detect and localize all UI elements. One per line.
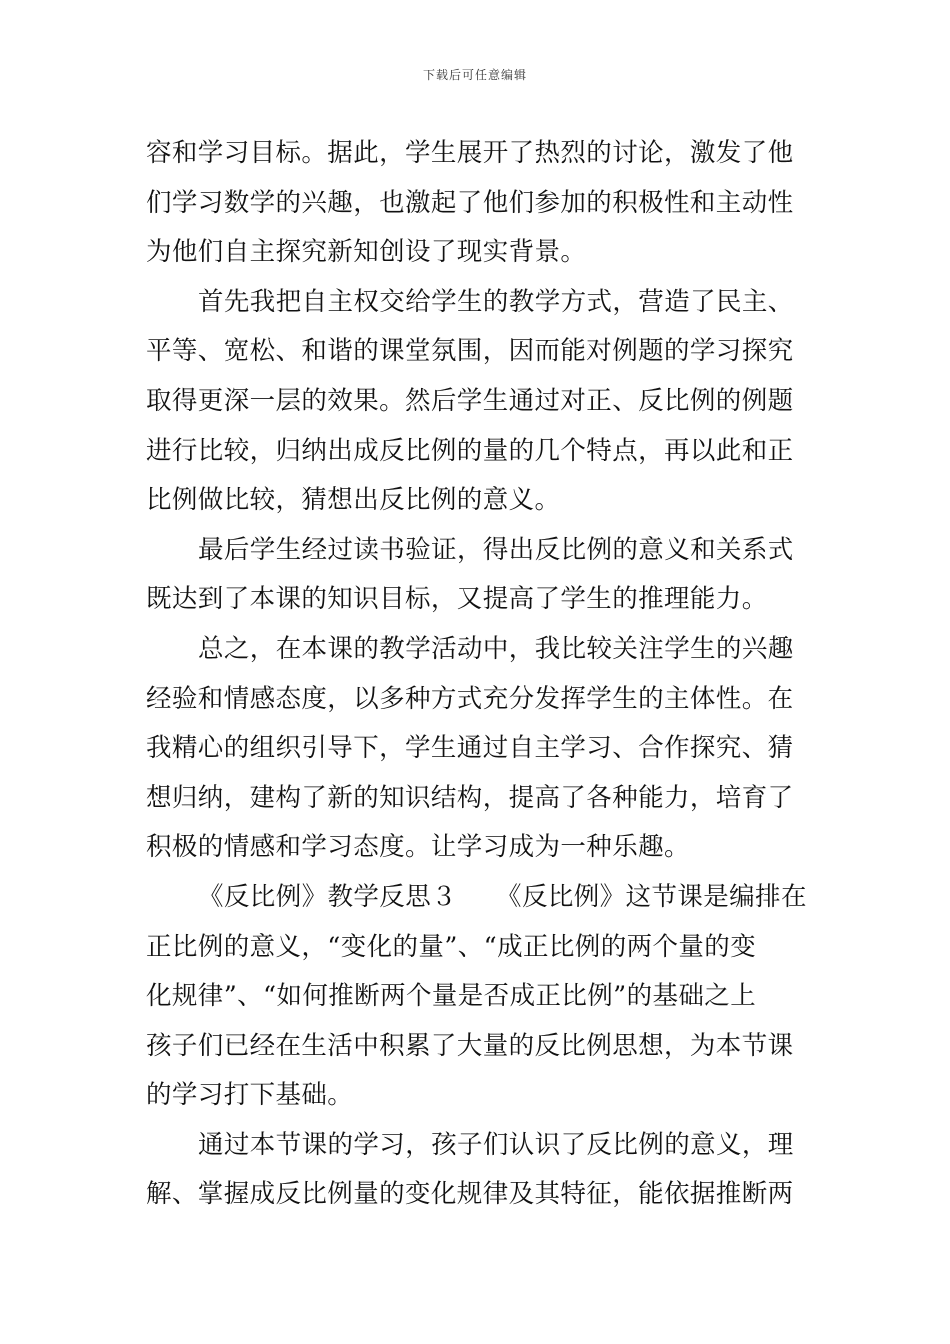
text-line: 孩子们已经在生活中积累了大量的反比例思想，为本节课 [146, 1030, 794, 1061]
text-line: 通过本节课的学习，孩子们认识了反比例的意义，理 [198, 1129, 794, 1160]
text-line: 比例做比较，猜想出反比例的意义。 [146, 485, 561, 516]
text-line: 正比例的意义，“变化的量”、“成正比例的两个量的变 [146, 931, 757, 962]
text-line: 《反比例》教学反思３ 《反比例》这节课是编排在 [198, 881, 807, 912]
text-line: 最后学生经过读书验证，得出反比例的意义和关系式 [198, 534, 794, 565]
text-line: 们学习数学的兴趣，也激起了他们参加的积极性和主动性 [146, 187, 794, 218]
document-body [146, 129, 810, 1220]
text-line: 容和学习目标。据此，学生展开了热烈的讨论，激发了他 [146, 138, 794, 168]
text-line: 进行比较，归纳出成反比例的量的几个特点，再以此和正 [146, 435, 794, 466]
text-line: 积极的情感和学习态度。让学习成为一种乐趣。 [146, 832, 690, 863]
text-line: 想归纳，建构了新的知识结构，提高了各种能力，培育了 [146, 782, 794, 813]
text-line: 取得更深一层的效果。然后学生通过对正、反比例的例题 [146, 385, 794, 416]
text-line: 的学习打下基础。 [146, 1080, 354, 1111]
text-line: 为他们自主探究新知创设了现实背景。 [146, 237, 587, 268]
text-line: 解、掌握成反比例量的变化规律及其特征，能依据推断两 [146, 1179, 794, 1210]
text-line: 既达到了本课的知识目标，又提高了学生的推理能力。 [146, 584, 768, 615]
text-line: 经验和情感态度，以多种方式充分发挥学生的主体性。在 [146, 683, 794, 714]
text-line: 首先我把自主权交给学生的教学方式，营造了民主、 [198, 286, 794, 317]
text-line: 化规律”、“如何推断两个量是否成正比例”的基础之上 [146, 981, 757, 1012]
text-line: 平等、宽松、和谐的课堂氛围，因而能对例题的学习探究 [146, 336, 794, 367]
text-line: 我精心的组织引导下，学生通过自主学习、合作探究、猜 [146, 733, 794, 764]
text-line: 总之，在本课的教学活动中，我比较关注学生的兴趣 [198, 633, 794, 664]
page-header: 下载后可任意编辑 [422, 68, 527, 82]
